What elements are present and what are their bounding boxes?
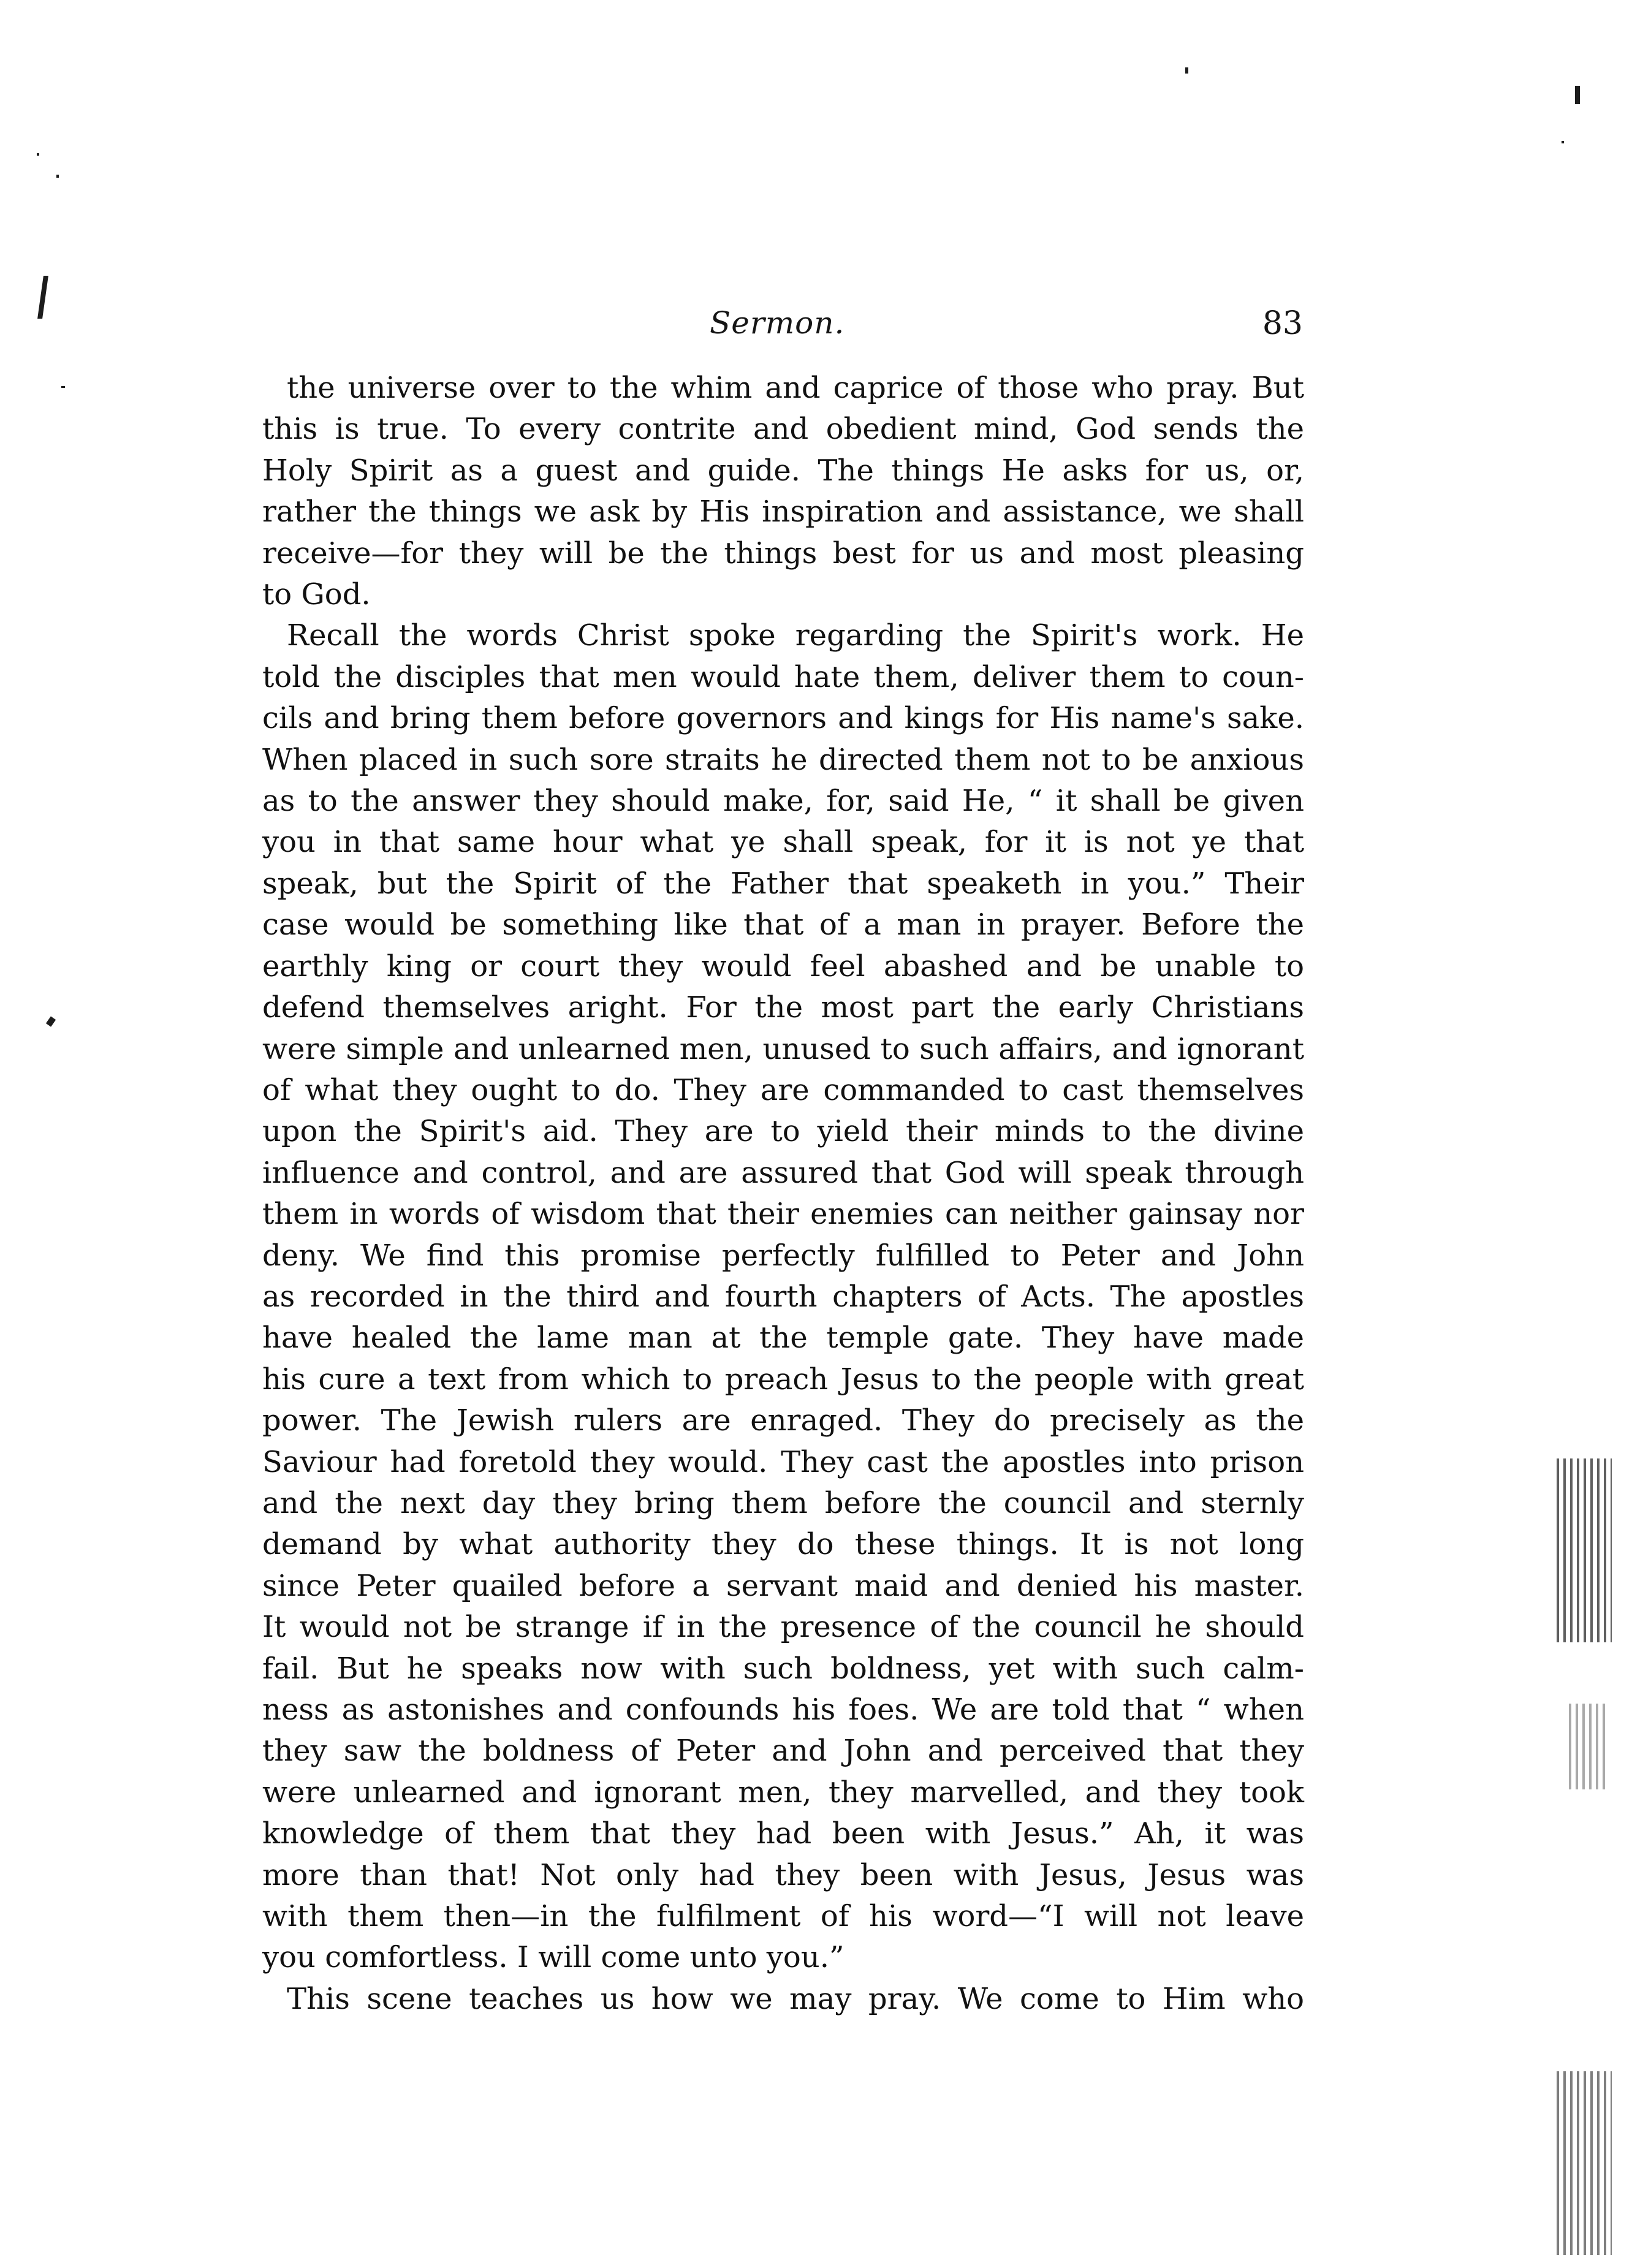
text-line: It would not be strange if in the presence of the council he should: [262, 1610, 1304, 1645]
page-header: [710, 305, 1303, 354]
sermon-body-text: [262, 368, 1304, 2020]
paragraph: [262, 368, 1304, 615]
text-line: they saw the boldness of Peter and John and perceived that they: [262, 1734, 1304, 1769]
text-line: of what they ought to do. They are commanded to cast themselves: [262, 1072, 1304, 1107]
text-line: to God.: [262, 577, 371, 612]
paragraph: [262, 1979, 1304, 2020]
text-line: have healed the lame man at the temple gate. They have made: [262, 1321, 1304, 1356]
text-line: you in that same hour what ye shall speak, for it is not ye that: [262, 825, 1304, 860]
scan-bleed: [1569, 1704, 1606, 1789]
scan-mark: [56, 175, 59, 178]
text-line: deny. We find this promise perfectly fulfilled to Peter and John: [262, 1238, 1304, 1273]
text-line: Recall the words Christ spoke regarding the Spirit's work. He: [287, 618, 1304, 653]
scan-mark: [1562, 141, 1564, 143]
text-line: were simple and unlearned men, unused to such affairs, and ignorant: [262, 1031, 1304, 1066]
text-line: were unlearned and ignorant men, they marvelled, and they took: [262, 1775, 1304, 1810]
text-line: Saviour had foretold they would. They cast the apostles into prison: [262, 1444, 1304, 1479]
scan-mark: [37, 153, 39, 156]
scan-mark: [37, 276, 48, 319]
text-line: knowledge of them that they had been with Jesus.” Ah, it was: [262, 1816, 1304, 1851]
text-line: since Peter quailed before a servant maid and denied his master.: [262, 1568, 1304, 1603]
scan-bleed: [1557, 2071, 1612, 2255]
text-line: demand by what authority they do these things. It is not long: [262, 1527, 1304, 1562]
text-line: Holy Spirit as a guest and guide. The things He asks for us, or,: [262, 453, 1304, 488]
text-line: defend themselves aright. For the most part the early Christians: [262, 990, 1304, 1025]
running-title: Sermon.: [710, 305, 845, 341]
text-line: upon the Spirit's aid. They are to yield their minds to the divine: [262, 1114, 1304, 1149]
scan-mark: [46, 1016, 56, 1026]
text-line: rather the things we ask by His inspiration and assistance, we shall: [262, 495, 1304, 529]
text-line: fail. But he speaks now with such boldness, yet with such calm-: [262, 1651, 1304, 1686]
scan-mark: [1185, 67, 1188, 74]
text-line: as to the answer they should make, for, said He, “ it shall be given: [262, 784, 1304, 819]
paragraph: [262, 615, 1304, 1978]
text-line: them in words of wisdom that their enemies can neither gainsay nor: [262, 1197, 1304, 1232]
text-line: the universe over to the whim and caprice of those who pray. But: [287, 371, 1304, 405]
text-line: more than that! Not only had they been with Jesus, Jesus was: [262, 1857, 1304, 1892]
scan-bleed: [1557, 1458, 1612, 1642]
scan-mark: [1575, 86, 1580, 104]
text-line: you comfortless. I will come unto you.”: [262, 1940, 844, 1975]
text-line: earthly king or court they would feel abashed and be unable to: [262, 949, 1304, 984]
text-line: power. The Jewish rulers are enraged. They do precisely as the: [262, 1403, 1304, 1438]
text-line: influence and control, and are assured that God will speak through: [262, 1155, 1304, 1190]
page-number: 83: [1262, 305, 1303, 342]
text-line: case would be something like that of a man in prayer. Before the: [262, 908, 1304, 942]
text-line: and the next day they bring them before the council and sternly: [262, 1485, 1304, 1520]
text-line: as recorded in the third and fourth chapters of Acts. The apostles: [262, 1279, 1304, 1314]
text-line: told the disciples that men would hate them, deliver them to coun-: [262, 659, 1304, 694]
text-line: ness as astonishes and confounds his foes. We are told that “ when: [262, 1693, 1304, 1727]
scan-mark: [61, 386, 65, 388]
text-line: this is true. To every contrite and obedient mind, God sends the: [262, 412, 1304, 447]
text-line: his cure a text from which to preach Jesus to the people with great: [262, 1362, 1304, 1397]
text-line: This scene teaches us how we may pray. We come to Him who: [287, 1981, 1304, 2016]
text-line: speak, but the Spirit of the Father that speaketh in you.” Their: [262, 866, 1304, 901]
text-line: receive—for they will be the things best for us and most pleasing: [262, 536, 1304, 571]
text-line: with them then—in the fulfilment of his word—“I will not leave: [262, 1899, 1304, 1934]
text-line: cils and bring them before governors and kings for His name's sake.: [262, 701, 1304, 736]
text-line: When placed in such sore straits he directed them not to be anxious: [262, 742, 1304, 777]
